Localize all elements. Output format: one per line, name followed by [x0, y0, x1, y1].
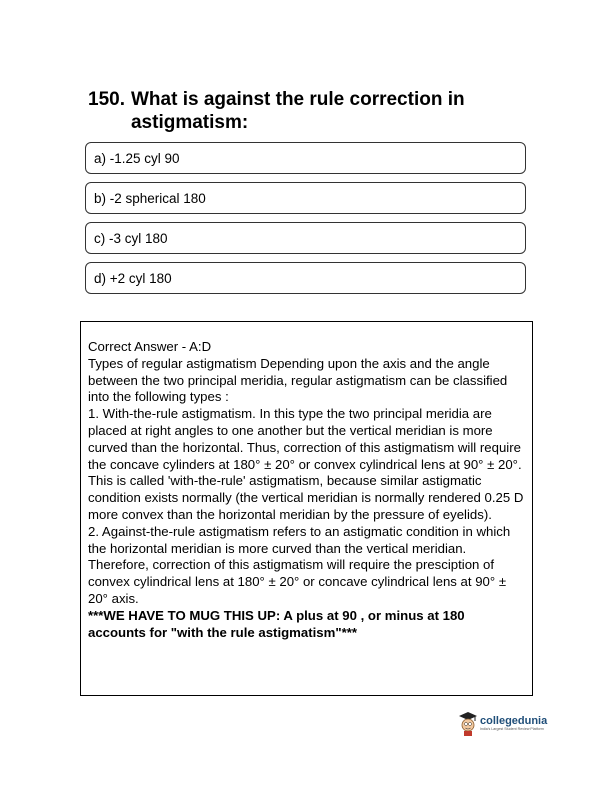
option-a[interactable]: a) -1.25 cyl 90: [85, 142, 526, 174]
explanation-paragraph: Types of regular astigmatism Depending upon the axis and the angle between the two principal meridia, regular astigmatism can be classified into the following types :: [88, 355, 508, 405]
question-text: What is against the rule correction in astigmatism:: [130, 89, 465, 133]
collegedunia-logo: [458, 710, 547, 736]
explanation-paragraph: 1. With-the-rule astigmatism. In this type the two principal meridia are placed at right angles to one another but the vertical meridian is more curved than the horizontal. Thus, correction of this astigmatism will require the concave cylinders at 180° ± 20° or convex cylindrical lens at 90° ± 20°. This is called 'with-the-rule' astigmatism, because similar astigmatic condition exists normally (the vertical meridian is normally rendered 0.25 D more convex than the horizontal meridian by the pressure of eyelids).: [88, 406, 524, 522]
logo-name: collegedunia: [480, 714, 548, 727]
explanation-paragraph: 2. Against-the-rule astigmatism refers to an astigmatic condition in which the horizontal meridian is more curved than the vertical meridian. Therefore, correction of this astigmatism will require the presciption of convex cylindrical lens at 180° ± 20° or concave cylindrical lens at 90° ± 20° axis.: [88, 523, 511, 606]
logo-tagline: India's Largest Student Review Platform: [480, 726, 544, 731]
option-d[interactable]: d) +2 cyl 180: [85, 262, 526, 294]
correct-answer: Correct Answer - A:D: [88, 339, 212, 354]
question-number: 150.: [88, 89, 125, 110]
answer-explanation-box: [80, 321, 533, 696]
question-heading: [88, 88, 528, 134]
options-list: [85, 142, 526, 302]
graduate-mascot-icon: [458, 710, 478, 736]
emphasis-note: ***WE HAVE TO MUG THIS UP: A plus at 90 , or minus at 180 accounts for "with the rule astigmatism"***: [88, 607, 465, 640]
option-b[interactable]: b) -2 spherical 180: [85, 182, 526, 214]
option-c[interactable]: c) -3 cyl 180: [85, 222, 526, 254]
